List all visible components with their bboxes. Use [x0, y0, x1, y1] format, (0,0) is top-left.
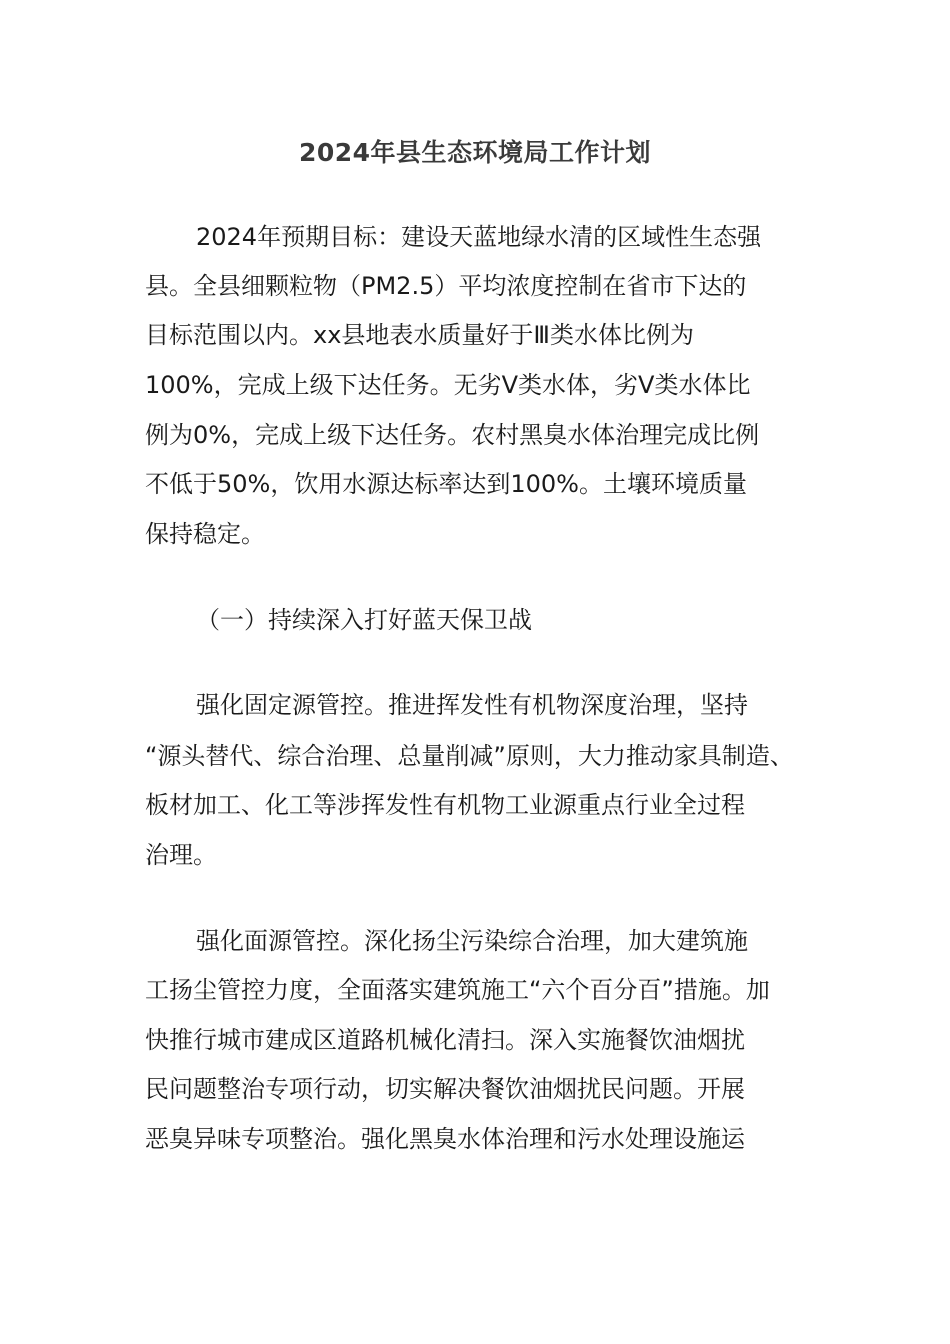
paragraph-line: 强化面源管控。深化扬尘污染综合治理，加大建筑施: [196, 927, 748, 955]
paragraph-line: 治理。: [145, 841, 217, 869]
paragraph-line: 恶臭异味专项整治。强化黑臭水体治理和污水处理设施运: [145, 1125, 745, 1153]
paragraph-line: 例为0%，完成上级下达任务。农村黑臭水体治理完成比例: [145, 421, 760, 449]
paragraph-line: 民问题整治专项行动，切实解决餐饮油烟扰民问题。开展: [145, 1075, 745, 1103]
paragraph-line: 100%，完成上级下达任务。无劣Ⅴ类水体，劣Ⅴ类水体比: [145, 371, 751, 399]
document-title: 2024年县生态环境局工作计划: [298, 138, 652, 167]
paragraph-line: 县。全县细颗粒物（PM2.5）平均浓度控制在省市下达的: [145, 272, 747, 300]
paragraph-line: 板材加工、化工等涉挥发性有机物工业源重点行业全过程: [145, 791, 745, 819]
paragraph-line: 目标范围以内。xx县地表水质量好于Ⅲ类水体比例为: [145, 321, 694, 349]
paragraph-line: “源头替代、综合治理、总量削减”原则，大力推动家具制造、: [145, 742, 794, 770]
section-heading: （一）持续深入打好蓝天保卫战: [196, 606, 532, 634]
paragraph-line: 保持稳定。: [145, 520, 265, 548]
paragraph-line: 不低于50%，饮用水源达标率达到100%。土壤环境质量: [145, 470, 747, 498]
paragraph-line: 工扬尘管控力度，全面落实建筑施工“六个百分百”措施。加: [145, 976, 770, 1004]
paragraph-line: 强化固定源管控。推进挥发性有机物深度治理，坚持: [196, 691, 748, 719]
paragraph-line: 2024年预期目标：建设天蓝地绿水清的区域性生态强: [196, 223, 762, 251]
paragraph-line: 快推行城市建成区道路机械化清扫。深入实施餐饮油烟扰: [145, 1026, 745, 1054]
